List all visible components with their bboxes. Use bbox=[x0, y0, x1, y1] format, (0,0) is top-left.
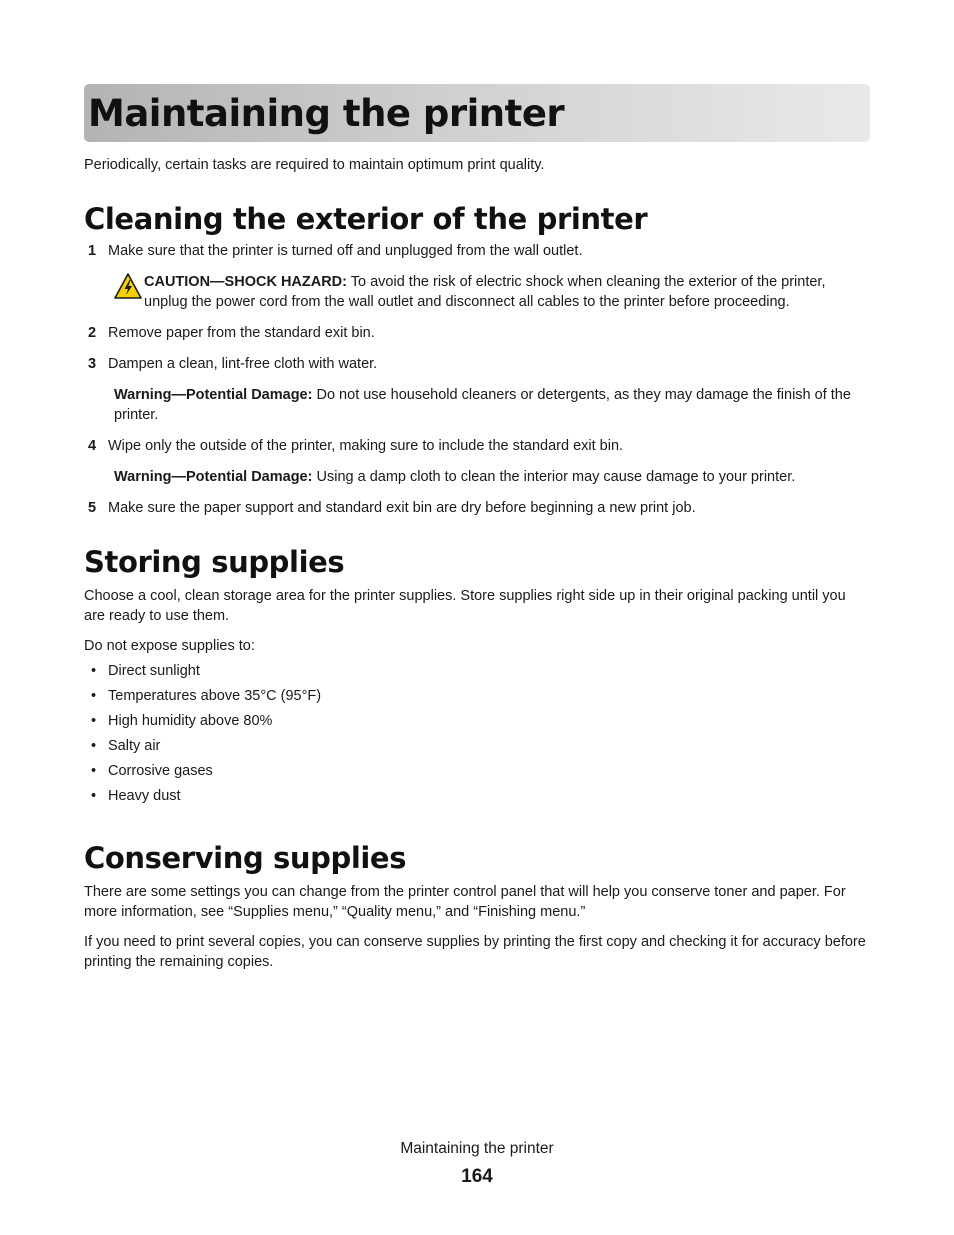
footer-title: Maintaining the printer bbox=[400, 1140, 554, 1157]
step-text: Wipe only the outside of the printer, making sure to include the standard exit bin. bbox=[108, 438, 624, 454]
step-2 bbox=[84, 323, 870, 343]
step-5 bbox=[84, 498, 870, 518]
conserving-paragraph-1: There are some settings you can change from the printer control panel that will help you conserve toner and paper. For more information, see “Supplies menu,” “Quality menu,” and “Finishing menu.” bbox=[84, 884, 846, 920]
warning-label: Warning—Potential Damage: bbox=[114, 387, 313, 403]
warning-body: Do not use household cleaners or detergents, as they may damage the finish of the printer. bbox=[114, 387, 851, 423]
chapter-title: Maintaining the printer bbox=[88, 91, 565, 135]
caution-text bbox=[144, 272, 870, 312]
warning-triangle-icon bbox=[114, 272, 144, 312]
caution-label: CAUTION—SHOCK HAZARD: bbox=[144, 274, 347, 290]
warning-notice-1 bbox=[114, 385, 870, 425]
caution-notice bbox=[114, 272, 870, 312]
list-item: • Direct sunlight bbox=[91, 663, 200, 679]
storing-paragraph-2: Do not expose supplies to: bbox=[84, 638, 255, 654]
warning-notice-2 bbox=[114, 467, 870, 487]
step-text: Make sure that the printer is turned off and unplugged from the wall outlet. bbox=[108, 243, 583, 259]
step-number: 1 bbox=[88, 243, 97, 259]
list-item: • Heavy dust bbox=[91, 788, 181, 804]
document-page bbox=[84, 84, 870, 972]
list-item: • Corrosive gases bbox=[91, 763, 213, 779]
storing-paragraph-1: Choose a cool, clean storage area for the printer supplies. Store supplies right side up in their original packing until you are ready to use them. bbox=[84, 588, 846, 624]
step-3 bbox=[84, 354, 870, 374]
chapter-title-bar bbox=[84, 84, 870, 142]
cleaning-steps bbox=[84, 241, 870, 518]
step-text: Dampen a clean, lint-free cloth with water. bbox=[108, 356, 378, 372]
section-heading-cleaning: Cleaning the exterior of the printer bbox=[84, 202, 648, 236]
conserving-paragraph-2: If you need to print several copies, you can conserve supplies by printing the first copy and checking it for accuracy before printing the remaining copies. bbox=[84, 934, 866, 970]
intro-paragraph: Periodically, certain tasks are required to maintain optimum print quality. bbox=[84, 157, 545, 173]
step-1 bbox=[84, 241, 870, 261]
step-number: 2 bbox=[88, 325, 97, 341]
section-heading-storing: Storing supplies bbox=[84, 545, 345, 579]
warning-label: Warning—Potential Damage: bbox=[114, 469, 313, 485]
storing-bullet-list bbox=[84, 661, 870, 806]
step-number: 5 bbox=[88, 500, 97, 516]
step-number: 4 bbox=[88, 438, 97, 454]
list-item: • Salty air bbox=[91, 738, 161, 754]
step-number: 3 bbox=[88, 356, 97, 372]
page-number: 164 bbox=[461, 1166, 493, 1187]
list-item: • High humidity above 80% bbox=[91, 713, 273, 729]
list-item: • Temperatures above 35°C (95°F) bbox=[91, 688, 322, 704]
section-heading-conserving: Conserving supplies bbox=[84, 841, 407, 875]
step-text: Remove paper from the standard exit bin. bbox=[108, 325, 375, 341]
step-4 bbox=[84, 436, 870, 456]
caution-body: To avoid the risk of electric shock when cleaning the exterior of the printer, unplug the power cord from the wall outlet and disconnect all cables to the printer before proceeding. bbox=[144, 274, 826, 310]
warning-body: Using a damp cloth to clean the interior may cause damage to your printer. bbox=[312, 469, 796, 485]
step-text: Make sure the paper support and standard exit bin are dry before beginning a new print job. bbox=[108, 500, 696, 516]
